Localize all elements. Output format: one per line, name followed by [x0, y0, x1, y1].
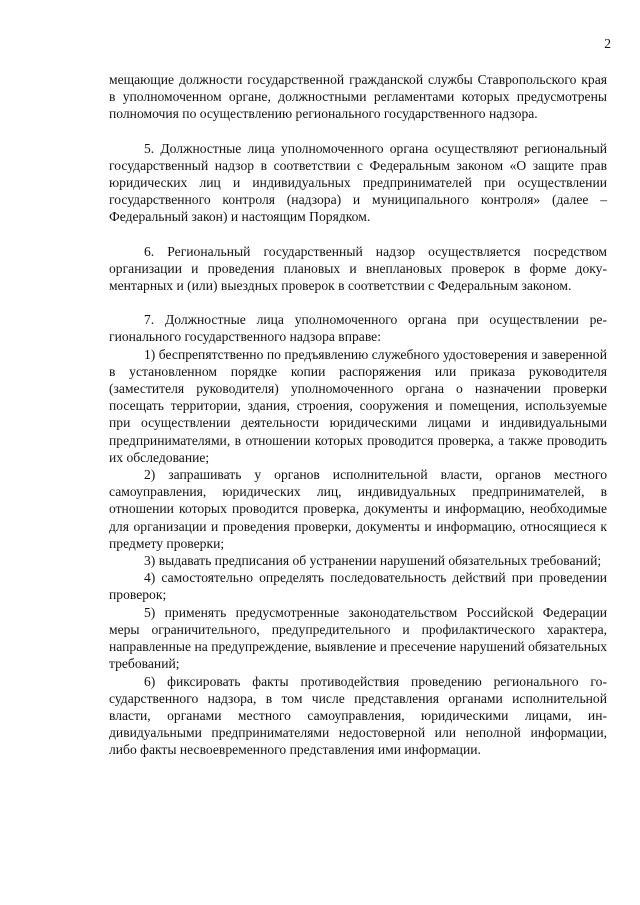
document-body — [109, 71, 607, 759]
paragraph-p7-6: 6) фиксировать факты противодействия проведению регионального государственного надзора, в том числе представления органами исполнительной власти, органами местного самоуправления, юридическими лицами, индивидуальными предпринимателями недостоверной или неполной информации, либо факты несвоевременного представления ими информации. — [109, 673, 607, 758]
paragraph-p7: 7. Должностные лица уполномоченного органа при осуществлении регионального государственного надзора вправе: — [109, 312, 607, 345]
paragraph-p7-2: 2) запрашивать у органов исполнительной власти, органов местного самоуправления, юридических лиц, индивидуальных предпринимателей, в отношении которых проводится проверка, документы и информацию, необходимые для организации и проведения проверки, документы и информацию, относящиеся к предмету проверки; — [109, 467, 607, 551]
paragraph-p7-1: 1) беспрепятственно по предъявлению служебного удостоверения и заверенной в установленном порядке копии распоряжения или приказа руководителя (заместителя руководителя) уполномоченного органа о назначении проверки посещать территории, здания, строения, сооружения и помещения, используемые при осуществлении деятельности юридическими лицами и индивидуальными предпринимателями, в отношении которых проводится проверка, а также проводить их обследование; — [109, 346, 607, 465]
paragraph-p6: 6. Региональный государственный надзор осуществляется посредством организации и проведения плановых и внеплановых проверок в форме документарных и (или) выездных проверок в соответствии с Федеральным законом. — [109, 243, 607, 294]
paragraph-p7-5: 5) применять предусмотренные законодательством Российской Федерации меры ограничительного, предупредительного и профилактического характера, направленные на предупреждение, выявление и пресечение нарушений обязательных требований; — [109, 604, 607, 672]
paragraph-p7-3: 3) выдавать предписания об устранении нарушений обязательных требований; — [144, 553, 602, 569]
page-number: 2 — [604, 36, 611, 51]
paragraph-p5: 5. Должностные лица уполномоченного органа осуществляют региональный государственный надзор в соответствии с Федеральным законом «О защите прав юридических лиц и индивидуальных предпринимателей при осуществлении государственного контроля (надзора) и муниципального контроля» (далее – Федеральный закон) и настоящим Порядком. — [109, 140, 607, 225]
paragraph-cont: мещающие должности государственной гражданской службы Ставропольского края в уполномоченном органе, должностными регламентами которых предусмотрены полномочия по осуществлению регионального государственного надзора. — [109, 72, 607, 122]
paragraph-p7-4: 4) самостоятельно определять последовательность действий при проведении проверок; — [109, 570, 607, 603]
